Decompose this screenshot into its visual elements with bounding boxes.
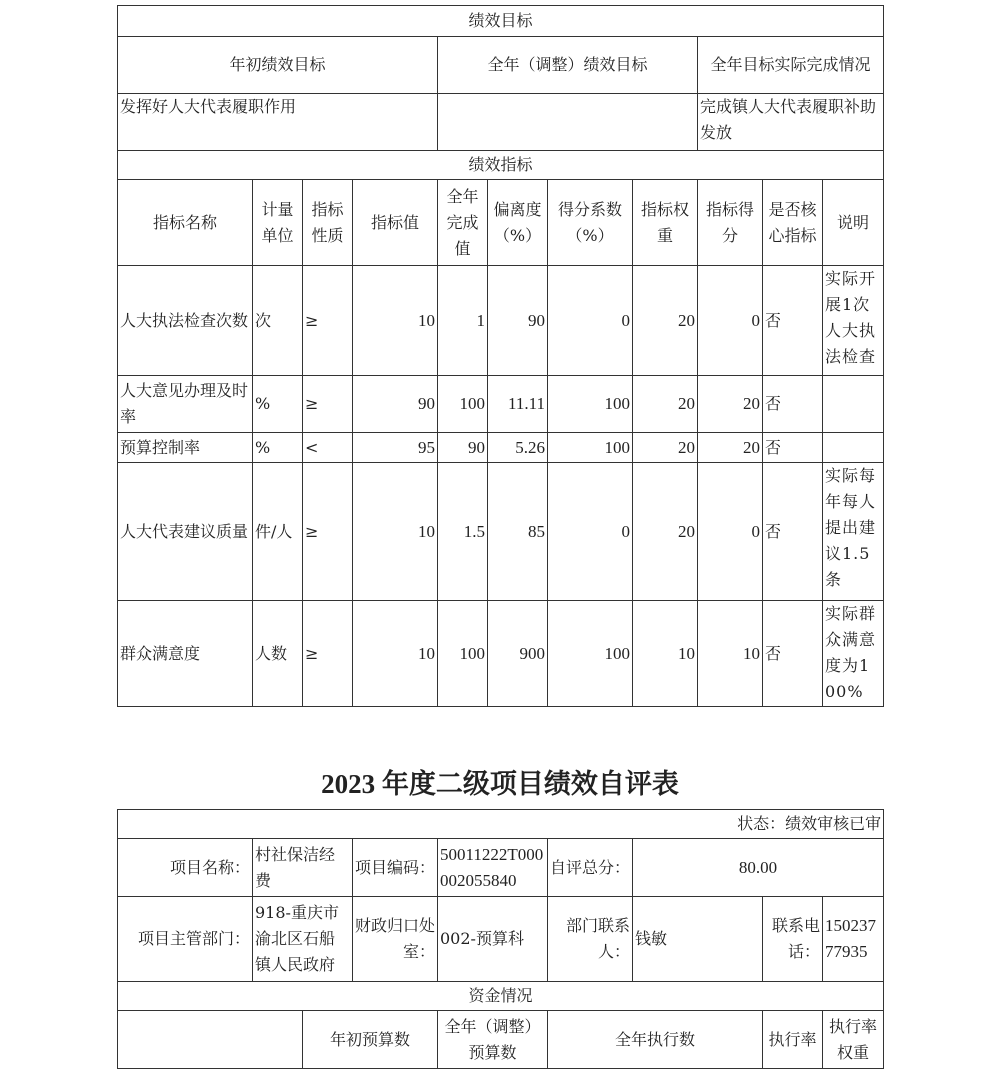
indicator-note: 实际每年每人提出建议1.5条 bbox=[823, 463, 884, 601]
finance-label: 财政归口处室： bbox=[353, 897, 438, 982]
indicator-core: 否 bbox=[763, 376, 823, 433]
indicators-header: 绩效指标 bbox=[118, 151, 884, 180]
indicator-note bbox=[823, 433, 884, 463]
project-code-label: 项目编码： bbox=[353, 839, 438, 897]
table-row bbox=[118, 376, 884, 433]
header-indicator-name: 指标名称 bbox=[118, 180, 253, 266]
indicator-deviation: 85 bbox=[488, 463, 548, 601]
col-adjusted-goal: 全年（调整）绩效目标 bbox=[438, 37, 698, 94]
indicator-target: 10 bbox=[353, 266, 438, 376]
funds-blank-cell bbox=[118, 1011, 303, 1069]
page-title: 2023 年度二级项目绩效自评表 bbox=[321, 769, 679, 799]
indicator-nature: ≥ bbox=[303, 376, 353, 433]
indicator-done: 100 bbox=[438, 376, 488, 433]
indicator-deviation: 900 bbox=[488, 601, 548, 707]
indicator-coef: 0 bbox=[548, 266, 633, 376]
indicator-score: 20 bbox=[698, 433, 763, 463]
indicator-note: 实际群众满意度为100% bbox=[823, 601, 884, 707]
indicator-name: 人大执法检查次数 bbox=[118, 266, 253, 376]
performance-indicators-table bbox=[117, 5, 884, 707]
project-code: 50011222T000002055840 bbox=[438, 839, 548, 897]
initial-goal-text: 发挥好人大代表履职作用 bbox=[118, 94, 438, 151]
contact: 钱敏 bbox=[633, 897, 763, 982]
indicator-done: 90 bbox=[438, 433, 488, 463]
funds-col-rate: 执行率 bbox=[763, 1011, 823, 1069]
header-weight: 指标权重 bbox=[633, 180, 698, 266]
adjusted-goal-text bbox=[438, 94, 698, 151]
finance: 002-预算科 bbox=[438, 897, 548, 982]
funds-col-initial: 年初预算数 bbox=[303, 1011, 438, 1069]
col-actual-goal: 全年目标实际完成情况 bbox=[698, 37, 884, 94]
indicator-weight: 20 bbox=[633, 433, 698, 463]
table-row bbox=[118, 433, 884, 463]
goals-header: 绩效目标 bbox=[118, 6, 884, 37]
indicator-coef: 100 bbox=[548, 376, 633, 433]
indicator-core: 否 bbox=[763, 266, 823, 376]
header-target: 指标值 bbox=[353, 180, 438, 266]
table-row bbox=[118, 601, 884, 707]
indicator-done: 1.5 bbox=[438, 463, 488, 601]
indicator-coef: 0 bbox=[548, 463, 633, 601]
indicator-weight: 20 bbox=[633, 376, 698, 433]
indicator-nature: ≥ bbox=[303, 601, 353, 707]
col-initial-goal: 年初绩效目标 bbox=[118, 37, 438, 94]
project-name-label: 项目名称： bbox=[118, 839, 253, 897]
indicator-deviation: 11.11 bbox=[488, 376, 548, 433]
indicator-core: 否 bbox=[763, 433, 823, 463]
indicator-unit: 件/人 bbox=[253, 463, 303, 601]
indicator-target: 95 bbox=[353, 433, 438, 463]
dept: 918-重庆市渝北区石船镇人民政府 bbox=[253, 897, 353, 982]
indicator-target: 10 bbox=[353, 463, 438, 601]
indicator-core: 否 bbox=[763, 601, 823, 707]
indicator-target: 90 bbox=[353, 376, 438, 433]
header-deviation: 偏离度（%） bbox=[488, 180, 548, 266]
contact-label: 部门联系人： bbox=[548, 897, 633, 982]
indicator-name: 人大代表建议质量 bbox=[118, 463, 253, 601]
indicator-score: 10 bbox=[698, 601, 763, 707]
self-score-label: 自评总分： bbox=[548, 839, 633, 897]
indicator-coef: 100 bbox=[548, 433, 633, 463]
indicator-note bbox=[823, 376, 884, 433]
funds-col-adjusted: 全年（调整）预算数 bbox=[438, 1011, 548, 1069]
indicator-deviation: 5.26 bbox=[488, 433, 548, 463]
indicator-score: 0 bbox=[698, 463, 763, 601]
indicator-target: 10 bbox=[353, 601, 438, 707]
indicator-unit: 次 bbox=[253, 266, 303, 376]
header-unit: 计量单位 bbox=[253, 180, 303, 266]
indicator-unit: 人数 bbox=[253, 601, 303, 707]
indicator-name: 人大意见办理及时率 bbox=[118, 376, 253, 433]
indicator-nature: ≥ bbox=[303, 463, 353, 601]
funds-col-executed: 全年执行数 bbox=[548, 1011, 763, 1069]
indicator-deviation: 90 bbox=[488, 266, 548, 376]
indicator-name: 群众满意度 bbox=[118, 601, 253, 707]
phone: 15023777935 bbox=[823, 897, 884, 982]
project-name: 村社保洁经费 bbox=[253, 839, 353, 897]
actual-goal-text: 完成镇人大代表履职补助发放 bbox=[698, 94, 884, 151]
header-coef: 得分系数（%） bbox=[548, 180, 633, 266]
indicator-weight: 10 bbox=[633, 601, 698, 707]
project-self-evaluation-table bbox=[117, 809, 884, 1069]
indicator-unit: % bbox=[253, 433, 303, 463]
dept-label: 项目主管部门： bbox=[118, 897, 253, 982]
self-score: 80.00 bbox=[633, 839, 884, 897]
header-score: 指标得分 bbox=[698, 180, 763, 266]
table-row bbox=[118, 266, 884, 376]
indicator-weight: 20 bbox=[633, 266, 698, 376]
header-note: 说明 bbox=[823, 180, 884, 266]
indicator-note: 实际开展1次人大执法检查 bbox=[823, 266, 884, 376]
phone-label: 联系电话： bbox=[763, 897, 823, 982]
funds-col-rate-weight: 执行率权重 bbox=[823, 1011, 884, 1069]
status-text: 状态：绩效审核已审 bbox=[118, 810, 884, 839]
indicator-core: 否 bbox=[763, 463, 823, 601]
indicator-nature: ≥ bbox=[303, 266, 353, 376]
indicator-score: 0 bbox=[698, 266, 763, 376]
indicator-unit: % bbox=[253, 376, 303, 433]
indicator-weight: 20 bbox=[633, 463, 698, 601]
indicator-done: 100 bbox=[438, 601, 488, 707]
header-nature: 指标性质 bbox=[303, 180, 353, 266]
indicator-coef: 100 bbox=[548, 601, 633, 707]
header-done: 全年完成值 bbox=[438, 180, 488, 266]
funds-header: 资金情况 bbox=[118, 982, 884, 1011]
table-row bbox=[118, 463, 884, 601]
indicator-score: 20 bbox=[698, 376, 763, 433]
indicator-nature: < bbox=[303, 433, 353, 463]
indicator-name: 预算控制率 bbox=[118, 433, 253, 463]
indicator-done: 1 bbox=[438, 266, 488, 376]
header-core: 是否核心指标 bbox=[763, 180, 823, 266]
